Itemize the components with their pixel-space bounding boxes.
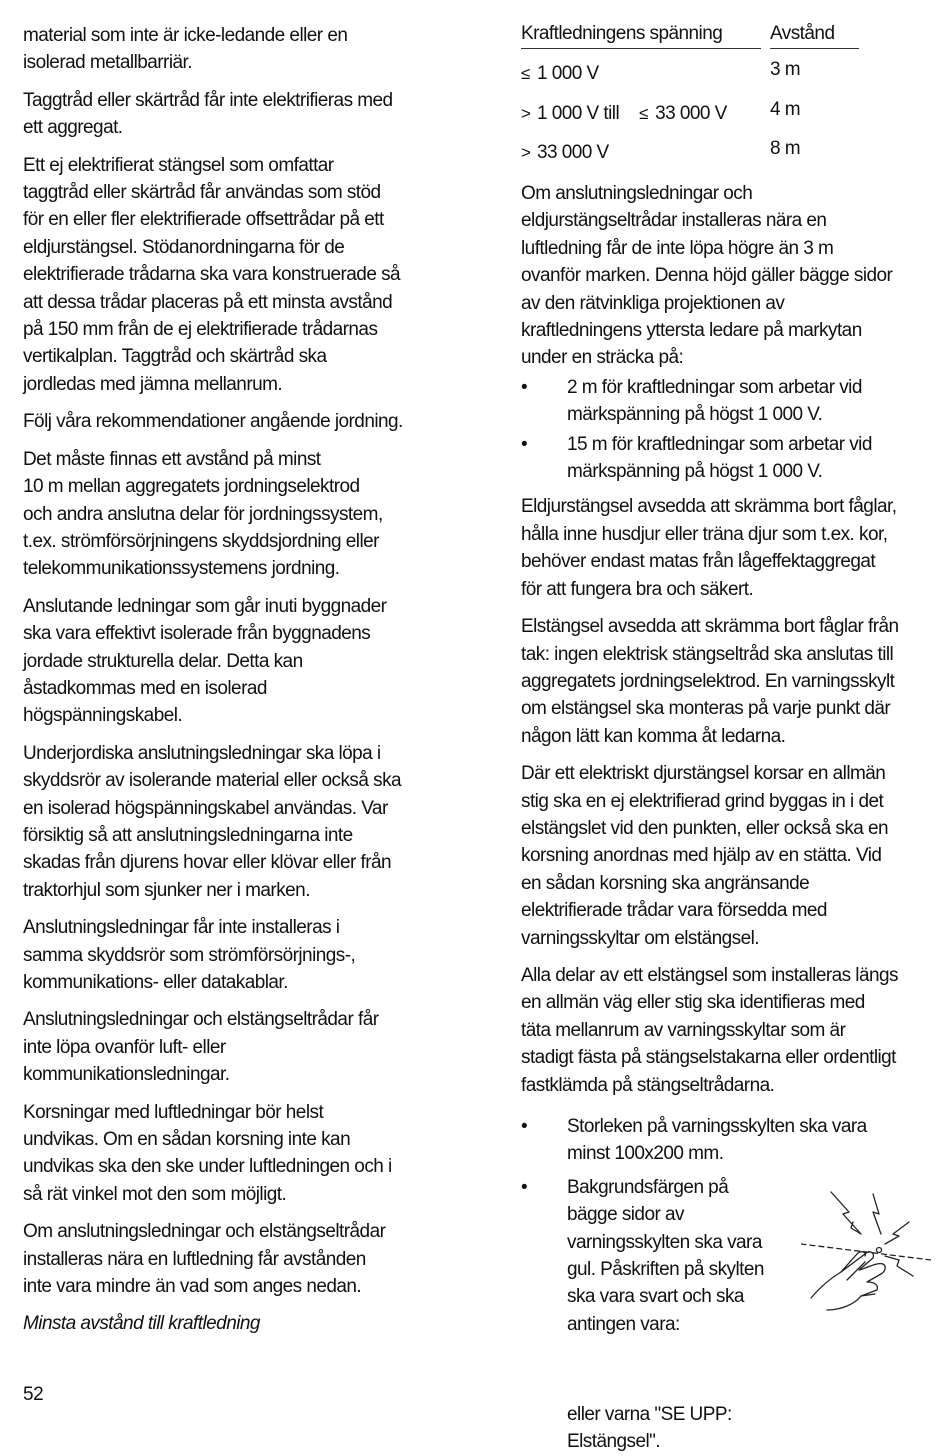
paragraph: Anslutningsledningar och elstängseltrådar får inte löpa ovanför luft- eller kommunikationsledningar.: [23, 1009, 379, 1086]
distance-table: [521, 20, 933, 180]
electric-fence-warning-icon: [801, 1182, 931, 1312]
paragraph: Anslutande ledningar som går inuti byggnader ska vara effektivt isolerade från byggnadens jordade strukturella delar. Detta kan åstadkommas med en isolerad högspänningskabel.: [23, 595, 387, 727]
comparison-symbol: ≤: [521, 64, 530, 83]
paragraph: Underjordiska anslutningsledningar ska löpa i skyddsrör av isolerande material eller också ska en isolerad högspänningskabel användas. Var försiktig så att anslutningsledningarna inte skadas från djurens hovar eller klövar eller från traktorhjul som sjunker ner i marken.: [23, 742, 402, 901]
voltage-value: 33 000 V: [655, 103, 727, 124]
bullet-list: [521, 374, 933, 486]
paragraph: Där ett elektriskt djurstängsel korsar en allmän stig ska en ej elektrifierad grind byggas in i det elstängslet vid den punkten, eller också ska en korsning anordnas med hjälp av en stätta. Vid en sådan korsning ska angränsande elektrifierade trådar vara försedda med varningsskyltar om elstängsel.: [521, 763, 889, 949]
paragraph: Elstängsel avsedda att skrämma bort fåglar från tak: ingen elektrisk stängseltråd ska anslutas till aggregatets jordningselektrod. En varningsskylt om elstängsel ska monteras på varje punkt där någon lätt kan komma åt ledarna.: [521, 616, 899, 747]
table-row-distance: 3 m: [770, 59, 801, 80]
table-header-voltage: Kraftledningens spänning: [521, 20, 761, 49]
paragraph: Ett ej elektrifierat stängsel som omfattar taggtråd eller skärtråd får användas som stöd för en eller fler elektrifierade offsettrådar på ett eldjurstängsel. Stödanordningarna för de elektrifierade trådarna ska vara konstruerade så att dessa trådar placeras på ett minsta avstånd på 150 mm från de ej elektrifierade trådarnas vertikalplan. Taggtråd och skärtråd ska jordledas med jämna mellanrum.: [23, 154, 401, 395]
table-row-voltage: [521, 100, 727, 127]
paragraph: Om anslutningsledningar och elstängseltrådar installeras nära en luftledning får avstånden inte vara mindre än vad som anges nedan.: [23, 1221, 386, 1298]
comparison-symbol: >: [521, 143, 531, 162]
list-item: • 2 m för kraftledningar som arbetar vid märkspänning på högst 1 000 V.: [521, 374, 933, 429]
paragraph: eller varna "SE UPP: Elstängsel".: [567, 1404, 732, 1453]
bullet: •: [521, 376, 528, 398]
paragraph: Alla delar av ett elstängsel som installeras längs en allmän väg eller stig ska identifieras med täta mellanrum av varningsskyltar som är stadigt fästa på stängselstakarna eller ordentligt fastklämda på stängseltrådarna.: [521, 964, 898, 1096]
comparison-symbol: >: [521, 104, 531, 123]
list-item: • Storleken på varningsskylten ska vara minst 100x200 mm.: [521, 1113, 933, 1168]
paragraph: Följ våra rekommendationer angående jordning.: [23, 411, 403, 433]
table-header-distance: Avstånd: [770, 20, 859, 49]
comparison-symbol: ≤: [639, 104, 648, 123]
table-row-voltage: [521, 60, 599, 87]
bullet-list: [521, 1113, 933, 1393]
table-row-distance: 4 m: [770, 99, 801, 120]
section-heading: Minsta avstånd till kraftledning: [23, 1313, 260, 1335]
voltage-value: 1 000 V till: [537, 103, 620, 124]
paragraph: Eldjurstängsel avsedda att skrämma bort fåglar, hålla inne husdjur eller träna djur som t.ex. kor, behöver endast matas från lågeffektaggregat för att fungera bra och säkert.: [521, 496, 897, 600]
bullet: •: [521, 1176, 528, 1198]
paragraph: Taggtråd eller skärtråd får inte elektrifieras med ett aggregat.: [23, 89, 393, 139]
page-number: 52: [23, 1384, 44, 1405]
paragraph: Om anslutningsledningar och eldjurstängseltrådar installeras nära en luftledning får de inte löpa högre än 3 m ovanför marken. Denna höjd gäller bägge sidor av den rätvinkliga projektionen av kraftledningens yttersta ledare på markytan under en sträcka på:: [521, 183, 893, 369]
bullet: •: [521, 433, 528, 455]
table-row-distance: 8 m: [770, 138, 801, 159]
left-column: [23, 22, 443, 1348]
right-column: [521, 22, 933, 1456]
paragraph: material som inte är icke-ledande eller en isolerad metallbarriär.: [23, 25, 348, 74]
voltage-value: 1 000 V: [537, 63, 599, 84]
table-row-voltage: [521, 139, 609, 166]
bullet: •: [521, 1116, 528, 1137]
paragraph: Det måste finnas ett avstånd på minst 10 m mellan aggregatets jordningselektrod och andra anslutna delar för jordningssystem, t.ex. strömförsörjningens skyddsjordning eller telekommunikationssystemens jordning.: [23, 448, 383, 580]
list-item: • 15 m för kraftledningar som arbetar vid märkspänning på högst 1 000 V.: [521, 431, 933, 486]
list-item: • Bakgrundsfärgen på bägge sidor av varningsskylten ska vara gul. Påskriften på skylten ska vara svart och ska antingen vara:: [521, 1174, 933, 1393]
voltage-value: 33 000 V: [537, 142, 609, 163]
paragraph: Anslutningsledningar får inte installeras i samma skyddsrör som strömförsörjnings-, kommunikations- eller datakablar.: [23, 917, 356, 993]
paragraph: Korsningar med luftledningar bör helst undvikas. Om en sådan korsning inte kan undvikas ska den ske under luftledningen och i så rät vinkel mot den som möjligt.: [23, 1101, 392, 1205]
